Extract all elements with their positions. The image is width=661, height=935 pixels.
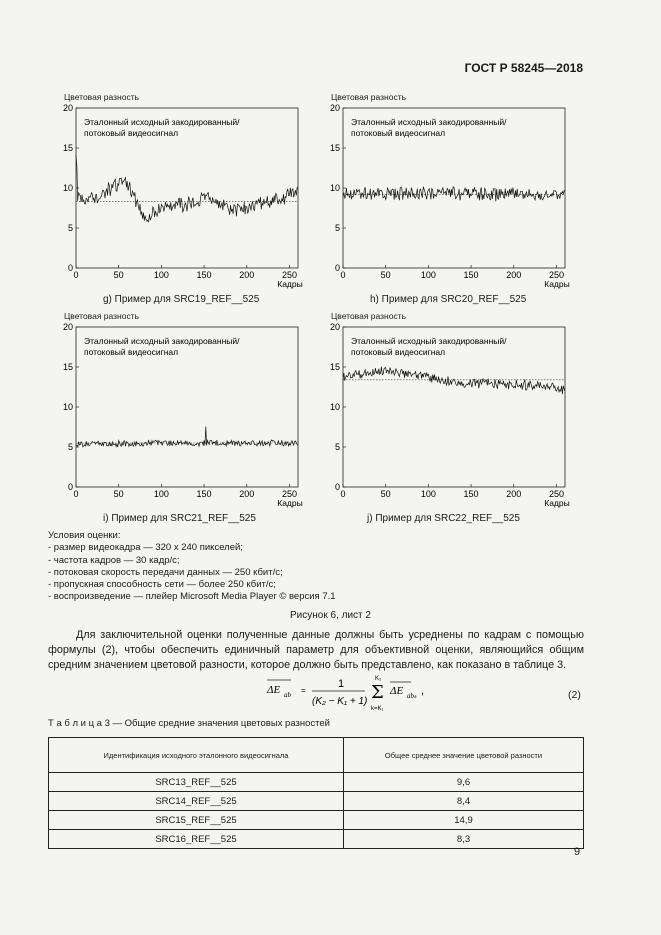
condition-item: - пропускная способность сети — более 250 кбит/с; <box>48 579 276 591</box>
x-tick-label: 250 <box>281 270 297 280</box>
x-tick-label: 100 <box>153 270 169 280</box>
document-header: ГОСТ Р 58245—2018 <box>464 61 583 75</box>
legend-line: Эталонный исходный закодированный/ <box>84 336 240 346</box>
chart-caption-h: h) Пример для SRC20_REF__525 <box>370 294 527 305</box>
y-axis-title: Цветовая разность <box>331 92 407 102</box>
formula-denominator: (K₂ − K₁ + 1) <box>312 696 368 707</box>
y-tick-label: 10 <box>329 402 340 412</box>
x-tick-label: 150 <box>463 270 479 280</box>
legend-line: потоковый видеосигнал <box>84 347 179 357</box>
chart-caption-j: j) Пример для SRC22_REF__525 <box>367 513 520 524</box>
formula-term-sub: abₖ <box>407 692 417 700</box>
legend-line: потоковый видеосигнал <box>351 347 446 357</box>
formula-trail: , <box>421 685 425 697</box>
y-tick-label: 10 <box>62 402 73 412</box>
chart-j <box>329 311 603 527</box>
y-tick-label: 20 <box>62 103 73 113</box>
y-tick-label: 0 <box>67 263 73 273</box>
y-axis-title: Цветовая разность <box>64 92 140 102</box>
x-tick-label: 250 <box>548 489 564 499</box>
y-tick-label: 5 <box>67 223 73 233</box>
x-tick-label: 50 <box>113 489 124 499</box>
x-tick-label: 200 <box>506 270 522 280</box>
table-row <box>49 811 584 830</box>
sum-upper-limit: K₂ <box>375 676 382 682</box>
table-row <box>49 792 584 811</box>
evaluation-conditions <box>48 530 336 604</box>
x-tick-label: 200 <box>239 489 255 499</box>
condition-item: - частота кадров — 30 кадр/с; <box>48 554 180 566</box>
sigma-icon: Σ <box>371 682 384 703</box>
x-tick-label: 100 <box>153 489 169 499</box>
equation-number: (2) <box>568 689 581 701</box>
data-series-line <box>76 427 298 448</box>
x-tick-label: 150 <box>196 489 212 499</box>
y-tick-label: 10 <box>329 183 340 193</box>
x-tick-label: 50 <box>380 270 391 280</box>
table-title: Т а б л и ц а 3 — Общие средние значения цветовых разностей <box>48 718 330 729</box>
chart-h <box>329 92 603 308</box>
chart-plot-svg <box>62 103 336 308</box>
y-tick-label: 0 <box>334 482 340 492</box>
table-cell: 9,6 <box>344 773 584 792</box>
x-tick-label: 250 <box>281 489 297 499</box>
y-tick-label: 5 <box>334 442 340 452</box>
y-axis-title: Цветовая разность <box>64 311 140 321</box>
table-cell: SRC16_REF__525 <box>49 830 344 849</box>
table-cell: SRC14_REF__525 <box>49 792 344 811</box>
y-tick-label: 20 <box>329 322 340 332</box>
legend-line: Эталонный исходный закодированный/ <box>351 117 507 127</box>
formula-numerator: 1 <box>338 678 345 690</box>
condition-item: - воспроизведение — плейер Microsoft Media Player © версия 7.1 <box>48 591 336 603</box>
condition-item: - потоковая скорость передачи данных — 250 кбит/с; <box>48 566 283 578</box>
legend-line: потоковый видеосигнал <box>84 128 179 138</box>
table-header-row <box>49 738 584 773</box>
x-tick-label: 100 <box>420 489 436 499</box>
formula-lhs: ΔE <box>267 684 281 696</box>
data-series-line <box>343 367 565 394</box>
chart-caption-g: g) Пример для SRC19_REF__525 <box>103 294 260 305</box>
formula-equals: = <box>301 686 306 695</box>
formula-2 <box>265 676 465 716</box>
x-tick-label: 0 <box>340 270 346 280</box>
chart-g <box>62 92 336 308</box>
y-tick-label: 5 <box>67 442 73 452</box>
table-cell: 8,3 <box>344 830 584 849</box>
chart-plot-svg <box>329 322 603 527</box>
condition-item: - размер видеокадра — 320 х 240 пикселей; <box>48 542 243 554</box>
y-tick-label: 10 <box>62 183 73 193</box>
table-row <box>49 830 584 849</box>
y-tick-label: 15 <box>329 143 340 153</box>
x-tick-label: 150 <box>196 270 212 280</box>
y-tick-label: 20 <box>62 322 73 332</box>
x-tick-label: 200 <box>506 489 522 499</box>
table-header-cell: Общее среднее значение цветовой разности <box>344 738 584 773</box>
y-tick-label: 0 <box>67 482 73 492</box>
chart-plot-svg <box>62 322 336 527</box>
data-series-line <box>343 187 565 202</box>
y-tick-label: 5 <box>334 223 340 233</box>
x-tick-label: 150 <box>463 489 479 499</box>
table-cell: 14,9 <box>344 811 584 830</box>
chart-caption-i: i) Пример для SRC21_REF__525 <box>103 513 256 524</box>
y-tick-label: 15 <box>62 143 73 153</box>
table-header-cell: Идентификация исходного эталонного видеосигнала <box>49 738 344 773</box>
body-paragraph <box>48 628 584 674</box>
summary-table <box>48 737 584 849</box>
x-axis-title: Кадры <box>544 498 570 508</box>
legend-line: Эталонный исходный закодированный/ <box>351 336 507 346</box>
figure-caption: Рисунок 6, лист 2 <box>290 610 371 621</box>
x-tick-label: 100 <box>420 270 436 280</box>
x-axis-title: Кадры <box>544 279 570 289</box>
x-tick-label: 250 <box>548 270 564 280</box>
table-cell: 8,4 <box>344 792 584 811</box>
x-axis-title: Кадры <box>277 279 303 289</box>
x-tick-label: 0 <box>73 489 79 499</box>
formula-svg <box>265 676 465 716</box>
x-tick-label: 0 <box>73 270 79 280</box>
table-cell: SRC13_REF__525 <box>49 773 344 792</box>
formula-term: ΔE <box>390 685 404 697</box>
table-row <box>49 773 584 792</box>
sum-lower-limit: k=K₁ <box>371 706 384 712</box>
legend-line: Эталонный исходный закодированный/ <box>84 117 240 127</box>
paragraph-text: Для заключительной оценки полученные данные должны быть усреднены по кадрам с помощью формулы (2), чтобы обеспечить единичный параметр для объективной оценки, являющийся общим средним значением цветовой разности, которое должно быть представлено, как показано в таблице 3. <box>48 629 584 672</box>
x-tick-label: 200 <box>239 270 255 280</box>
chart-i <box>62 311 336 527</box>
x-tick-label: 50 <box>380 489 391 499</box>
y-tick-label: 20 <box>329 103 340 113</box>
chart-plot-svg <box>329 103 603 308</box>
x-tick-label: 50 <box>113 270 124 280</box>
table-cell: SRC15_REF__525 <box>49 811 344 830</box>
x-axis-title: Кадры <box>277 498 303 508</box>
data-series-line <box>76 155 298 221</box>
legend-line: потоковый видеосигнал <box>351 128 446 138</box>
page-number: 9 <box>574 846 581 858</box>
conditions-title: Условия оценки: <box>48 530 121 541</box>
y-tick-label: 0 <box>334 263 340 273</box>
y-tick-label: 15 <box>62 362 73 372</box>
formula-lhs-sub: ab <box>284 691 291 699</box>
x-tick-label: 0 <box>340 489 346 499</box>
y-tick-label: 15 <box>329 362 340 372</box>
y-axis-title: Цветовая разность <box>331 311 407 321</box>
